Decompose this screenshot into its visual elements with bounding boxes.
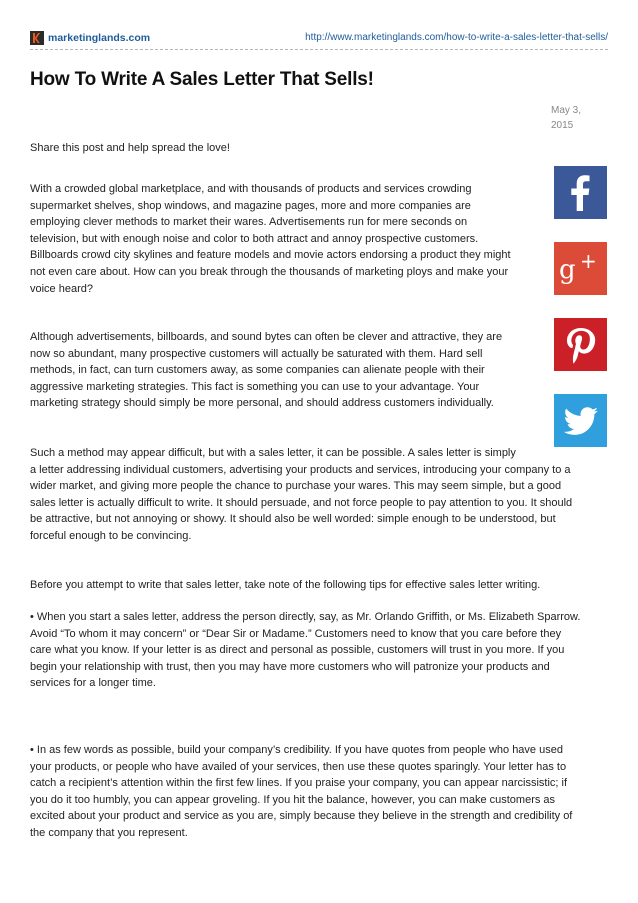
article-url-link[interactable]: http://www.marketinglands.com/how-to-write-a-sales-letter-that-sells/ — [305, 32, 608, 43]
paragraph-3 — [30, 445, 572, 545]
line: care what you know. If your letter is as direct and personal as possible, customers will trust in you more. If you — [30, 644, 565, 657]
bullet-tip-1 — [30, 609, 580, 692]
line: • When you start a sales letter, address the person directly, say, as Mr. Orlando Griffith, or Ms. Elizabeth Sparrow. — [30, 611, 581, 623]
line: you do it too humbly, you can appear groveling. If you hit the balance, however, you can make customers as — [30, 793, 556, 806]
line: voice heard? — [30, 282, 93, 295]
line: services for a longer time. — [30, 677, 156, 690]
line: Billboards crowd city skylines and feature models and movie actors endorsing a product they might — [30, 249, 511, 262]
page-header — [30, 30, 608, 46]
line: Although advertisements, billboards, and sound bytes can often be clever and attractive, they are — [30, 331, 503, 343]
line: not even care about. How can you break through the thousands of marketing ploys and make your — [30, 265, 509, 278]
svg-text:g: g — [559, 255, 576, 285]
line: • In as few words as possible, build your company’s credibility. If you have quotes from people who have used — [30, 744, 563, 756]
line: sales letter is actually difficult to write. It should persuade, and not force people to pay attention to you. It should — [30, 496, 573, 509]
line: begin your relationship with trust, then you may have more customers who will patronize your products and — [30, 660, 550, 673]
line: supermarket shelves, shop windows, and magazine pages, more and more companies are — [30, 199, 471, 212]
twitter-icon — [554, 394, 607, 447]
facebook-icon — [554, 166, 607, 219]
line: Such a method may appear difficult, but with a sales letter, it can be possible. A sales letter is simply — [30, 447, 516, 459]
paragraph-2 — [30, 329, 502, 412]
paragraph-1 — [30, 181, 511, 297]
date-line-1: May 3, — [551, 105, 582, 116]
twitter-share-button[interactable] — [554, 394, 607, 447]
line: marketing strategy should simply be more personal, and should address customers individually. — [30, 397, 494, 410]
line: employing clever methods to market their wares. Advertisements run for mere seconds on — [30, 216, 468, 229]
line: television, but with enough noise and color to both attract and annoy prospective customers. — [30, 232, 479, 245]
pinterest-icon — [554, 318, 607, 371]
line: the company that you represent. — [30, 826, 188, 839]
article-date — [551, 103, 601, 133]
facebook-share-button[interactable] — [554, 166, 607, 219]
google-plus-icon — [554, 242, 607, 295]
line: your products, or people who have availed of your services, then use these quotes sparingly. Your letter has to — [30, 760, 567, 773]
site-logo-icon[interactable] — [30, 31, 44, 45]
site-name-link[interactable]: marketinglands.com — [48, 32, 151, 44]
bullet-tip-2 — [30, 742, 572, 842]
line: Before you attempt to write that sales letter, take note of the following tips for effective sales letter writing. — [30, 579, 541, 591]
line: now so abundant, many prospective customers will actually be saturated with them. Hard sell — [30, 347, 483, 360]
line: catch a recipient’s attention within the first few lines. If you praise your company, you can appear narcissistic; if — [30, 777, 568, 790]
line: be attractive, but not annoying or showy. It should also be well worded: simple enough to be understood, but — [30, 513, 556, 526]
article-title: How To Write A Sales Letter That Sells! — [30, 69, 374, 90]
svg-text:+: + — [580, 249, 597, 273]
header-divider — [30, 49, 608, 50]
line: aggressive marketing strategies. This fact is something you can use to your advantage. Your — [30, 380, 480, 393]
line: Avoid “To whom it may concern” or “Dear Sir or Madame.” Customers need to know that you care before they — [30, 627, 562, 640]
pinterest-share-button[interactable] — [554, 318, 607, 371]
line: excited about your product and service as you are, simply because they believe in the strength and credibility of — [30, 810, 573, 823]
date-line-2: 2015 — [551, 120, 574, 131]
line: wider market, and giving more people the chance to purchase your wares. This may seem simple, but a good — [30, 480, 562, 493]
line: a letter addressing individual customers, advertising your products and services, introducing your company to a — [30, 463, 571, 476]
line: forceful enough to be convincing. — [30, 529, 192, 542]
line: methods, in fact, can turn customers away, as some companies can alienate people with their — [30, 364, 485, 377]
paragraph-4 — [30, 577, 540, 594]
share-prompt: Share this post and help spread the love! — [30, 142, 230, 154]
google-plus-share-button[interactable] — [554, 242, 607, 295]
line: With a crowded global marketplace, and with thousands of products and services crowding — [30, 183, 472, 195]
